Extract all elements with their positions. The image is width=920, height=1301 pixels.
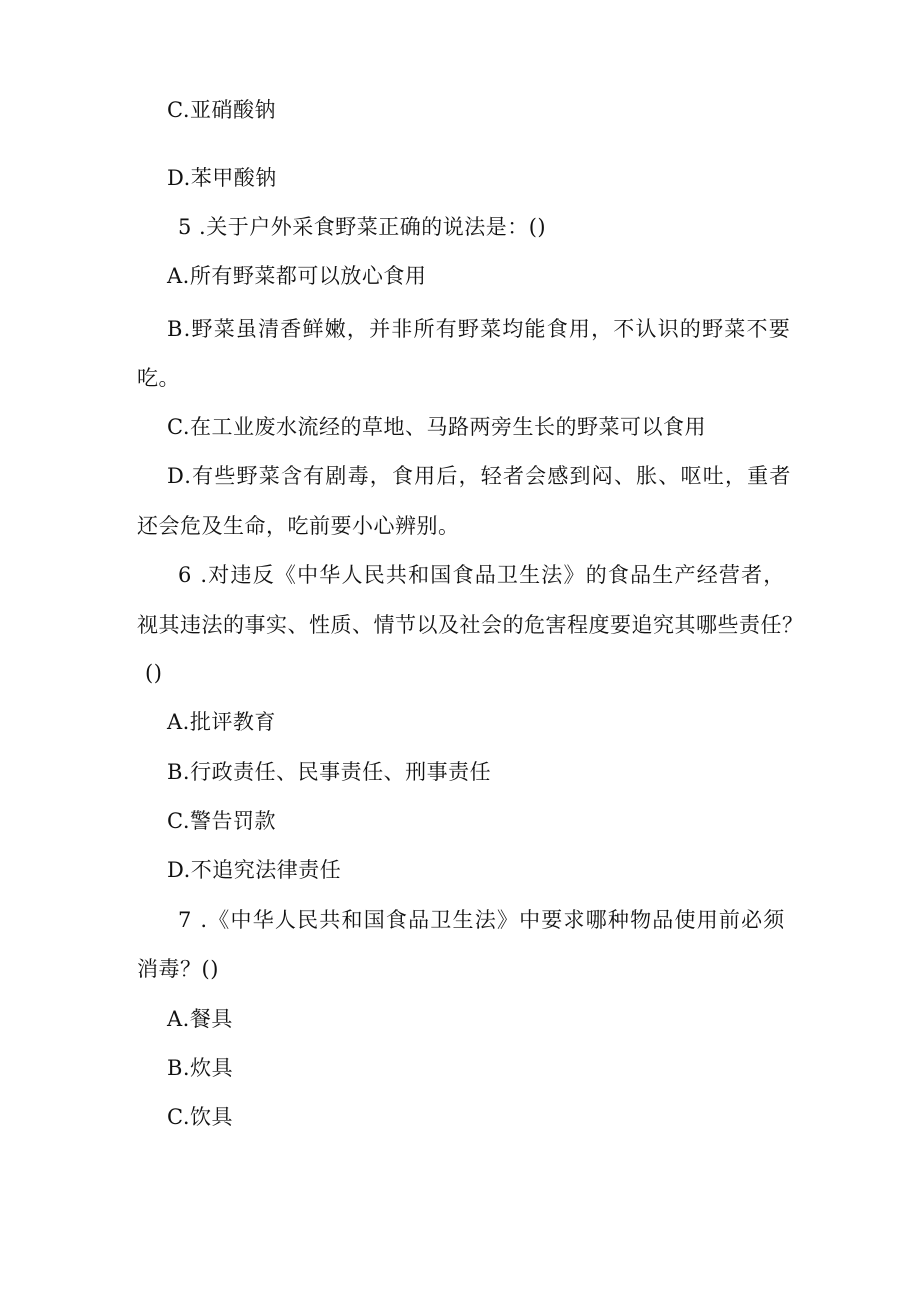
q5-option-c: C.在工业废水流经的草地、马路两旁生长的野菜可以食用: [167, 415, 706, 439]
q5-option-b: B.野菜虽清香鲜嫩，并非所有野菜均能食用，不认识的野菜不要: [167, 317, 791, 341]
q6-answer-bracket: (): [145, 661, 163, 685]
q6-option-a: A.批评教育: [167, 710, 276, 734]
q7-stem: 7 .《中华人民共和国食品卫生法》中要求哪种物品使用前必须: [178, 908, 786, 932]
q5-option-a: A.所有野菜都可以放心食用: [167, 264, 427, 288]
q6-stem: 6 .对违反《中华人民共和国食品卫生法》的食品生产经营者，: [178, 563, 786, 587]
q4-option-c: C.亚硝酸钠: [167, 98, 276, 122]
q7-stem-cont: 消毒？(): [137, 957, 219, 981]
q7-option-b: B.炊具: [167, 1056, 234, 1080]
q5-option-d: D.有些野菜含有剧毒，食用后，轻者会感到闷、胀、呕吐，重者: [167, 464, 792, 488]
q6-stem-cont: 视其违法的事实、性质、情节以及社会的危害程度要追究其哪些责任？: [137, 613, 804, 637]
q6-option-c: C.警告罚款: [167, 809, 276, 833]
q7-option-c: C.饮具: [167, 1105, 233, 1129]
q7-option-a: A.餐具: [167, 1007, 233, 1031]
q5-option-d-cont: 还会危及生命，吃前要小心辨别。: [137, 514, 460, 538]
q4-option-d: D.苯甲酸钠: [167, 166, 277, 190]
q6-option-d: D.不追究法律责任: [167, 858, 342, 882]
q6-option-b: B.行政责任、民事责任、刑事责任: [167, 760, 492, 784]
q5-stem: 5 .关于户外采食野菜正确的说法是：(): [178, 215, 547, 239]
q5-option-b-cont: 吃。: [137, 366, 180, 390]
